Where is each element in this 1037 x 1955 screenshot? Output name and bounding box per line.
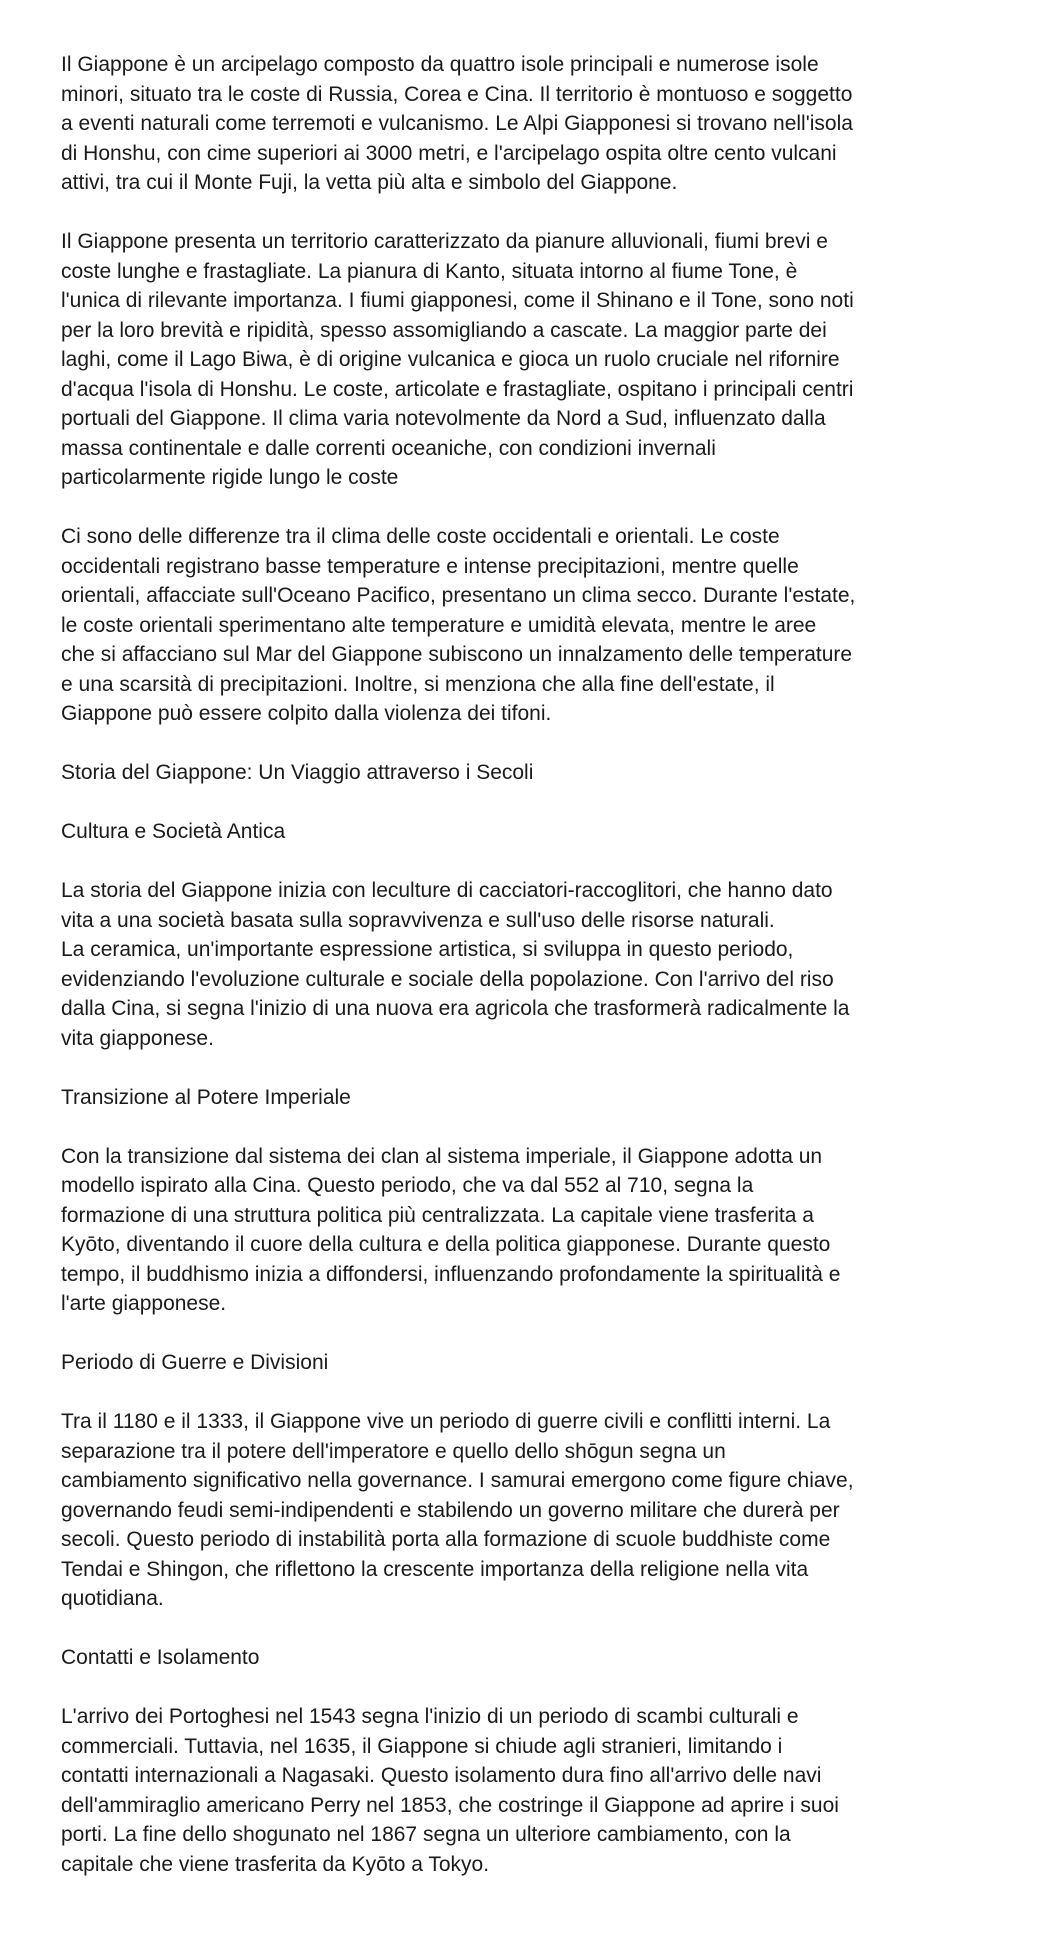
section-heading-cultura: Cultura e Società Antica bbox=[61, 820, 286, 843]
paragraph-cultura: La storia del Giappone inizia con leculture di cacciatori-raccoglitori, che hanno dato vita a una società basata sulla sopravvivenza e sull'uso delle risorse naturali. La ceramica, un'importante espressione artistica, si sviluppa in questo periodo, evidenziando l'evoluzione culturale e sociale della popolazione. Con l'arrivo del riso dalla Cina, si segna l'inizio di una nuova era agricola che trasformerà radicalmente la vita giapponese. bbox=[61, 879, 850, 1050]
paragraph-transizione: Con la transizione dal sistema dei clan al sistema imperiale, il Giappone adotta un modello ispirato alla Cina. Questo periodo, che va dal 552 al 710, segna la formazione di una struttura politica più centralizzata. La capitale viene trasferita a Kyōto, diventando il cuore della cultura e della politica giapponese. Durante questo tempo, il buddhismo inizia a diffondersi, influenzando profondamente la spiritualità e l'arte giapponese. bbox=[61, 1144, 841, 1315]
section-heading-storia: Storia del Giappone: Un Viaggio attraverso i Secoli bbox=[61, 761, 534, 784]
paragraph-territorio: Il Giappone presenta un territorio caratterizzato da pianure alluvionali, fiumi brevi e coste lunghe e frastagliate. La pianura di Kanto, situata intorno al fiume Tone, è l'unica di rilevante importanza. I fiumi giapponesi, come il Shinano e il Tone, sono noti per la loro brevità e ripidità, spesso assomigliando a cascate. La maggior parte dei laghi, come il Lago Biwa, è di origine vulcanica e gioca un ruolo cruciale nel rifornire d'acqua l'isola di Honshu. Le coste, articolate e frastagliate, ospitano i principali centri portuali del Giappone. Il clima varia notevolmente da Nord a Sud, influenzato dalla massa continentale e dalle correnti oceaniche, con condizioni invernali particolarmente rigide lungo le coste bbox=[61, 230, 854, 489]
section-heading-contatti: Contatti e Isolamento bbox=[61, 1646, 260, 1669]
paragraph-clima: Ci sono delle differenze tra il clima delle coste occidentali e orientali. Le coste occidentali registrano basse temperature e intense precipitazioni, mentre quelle orientali, affacciate sull'Oceano Pacifico, presentano un clima secco. Durante l'estate, le coste orientali sperimentano alte temperature e umidità elevata, mentre le aree che si affacciano sul Mar del Giappone subiscono un innalzamento delle temperature e una scarsità di precipitazioni. Inoltre, si menziona che alla fine dell'estate, il Giappone può essere colpito dalla violenza dei tifoni. bbox=[61, 525, 856, 725]
paragraph-geografia: Il Giappone è un arcipelago composto da quattro isole principali e numerose isole minori, situato tra le coste di Russia, Corea e Cina. Il territorio è montuoso e soggetto a eventi naturali come terremoti e vulcanismo. Le Alpi Giapponesi si trovano nell'isola di Honshu, con cime superiori ai 3000 metri, e l'arcipelago ospita oltre cento vulcani attivi, tra cui il Monte Fuji, la vetta più alta e simbolo del Giappone. bbox=[61, 53, 853, 194]
section-heading-guerre: Periodo di Guerre e Divisioni bbox=[61, 1351, 329, 1374]
section-heading-transizione: Transizione al Potere Imperiale bbox=[61, 1085, 351, 1109]
paragraph-contatti: L'arrivo dei Portoghesi nel 1543 segna l'inizio di un periodo di scambi culturali e commerciali. Tuttavia, nel 1635, il Giappone si chiude agli stranieri, limitando i contatti internazionali a Nagasaki. Questo isolamento dura fino all'arrivo delle navi dell'ammiraglio americano Perry nel 1853, che costringe il Giappone ad aprire i suoi porti. La fine dello shogunato nel 1867 segna un ulteriore cambiamento, con la capitale che viene trasferita da Kyōto a Tokyo. bbox=[61, 1705, 839, 1876]
paragraph-guerre: Tra il 1180 e il 1333, il Giappone vive un periodo di guerre civili e conflitti interni. La separazione tra il potere dell'imperatore e quello dello shōgun segna un cambiamento significativo nella governance. I samurai emergono come figure chiave, governando feudi semi-indipendenti e stabilendo un governo militare che durerà per secoli. Questo periodo di instabilità porta alla formazione di scuole buddhiste come Tendai e Shingon, che riflettono la crescente importanza della religione nella vita quotidiana. bbox=[61, 1410, 854, 1610]
